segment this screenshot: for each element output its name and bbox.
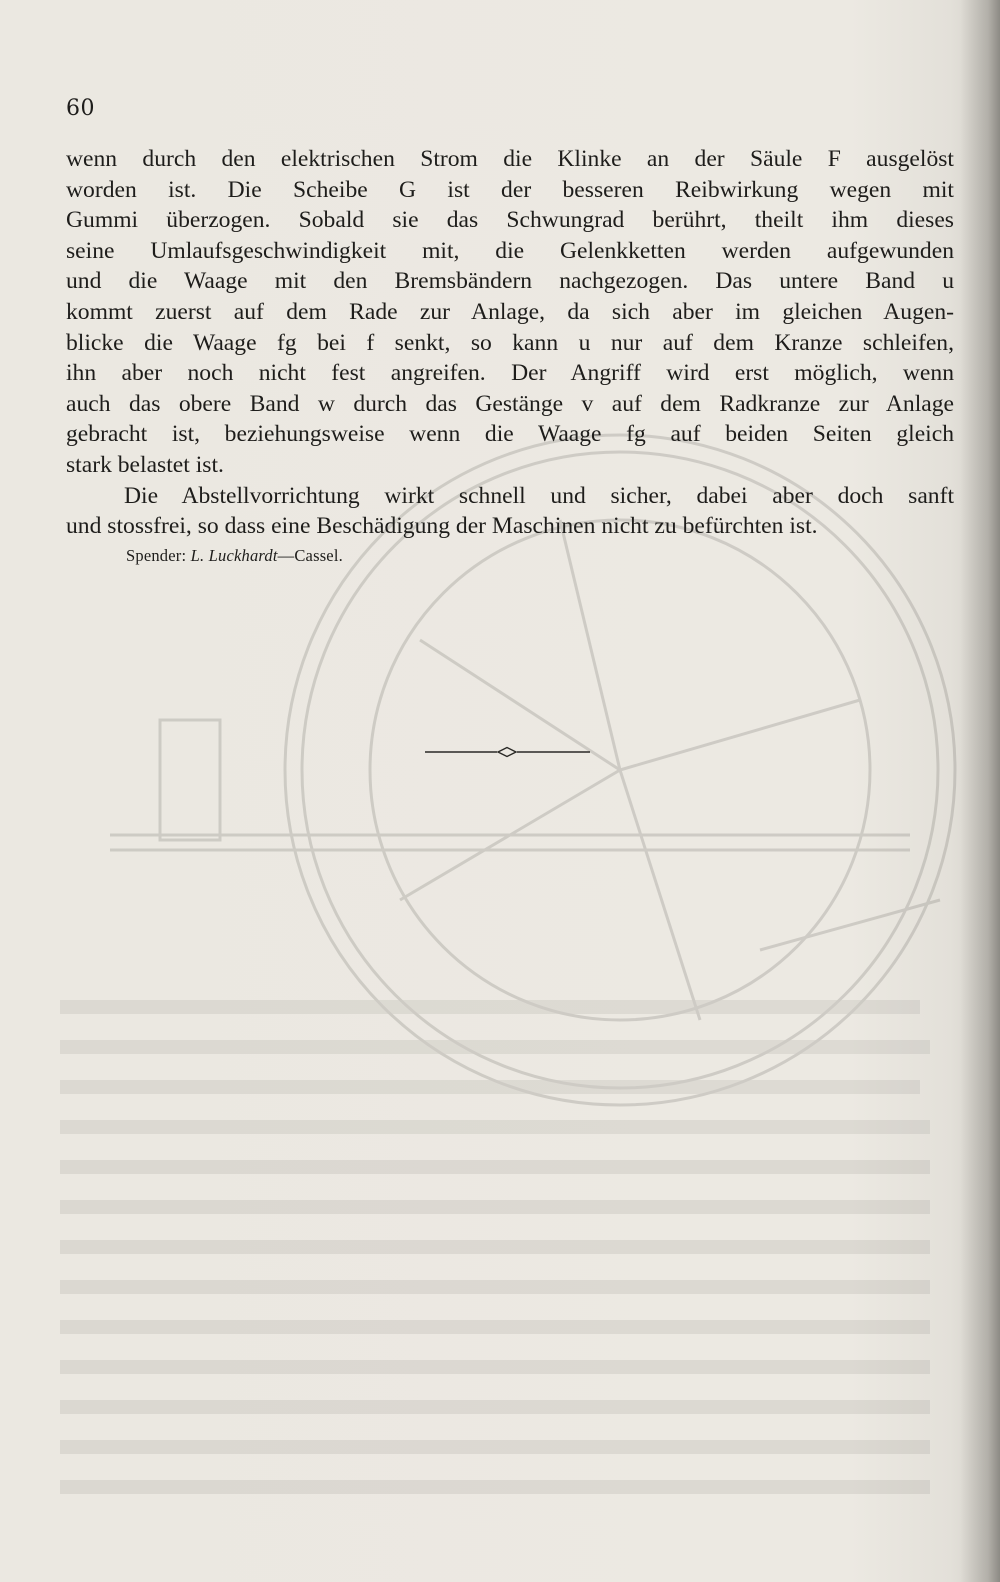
diamond-ornament-icon: [425, 745, 590, 759]
text-line: gebracht ist, beziehungsweise wenn die Waage fg auf beiden Seiten gleich: [66, 421, 954, 448]
text-line: und die Waage mit den Bremsbändern nachgezogen. Das untere Band u: [66, 268, 954, 295]
text-line: blicke die Waage fg bei f senkt, so kann u nur auf dem Kranze schleifen,: [66, 329, 954, 356]
text-line: kommt zuerst auf dem Rade zur Anlage, da sich aber im gleichen Augen-: [66, 298, 954, 325]
text-line: ihn aber noch nicht fest angreifen. Der Angriff wird erst möglich, wenn: [66, 360, 954, 387]
text-line: Gummi überzogen. Sobald sie das Schwungrad berührt, theilt ihm dieses: [66, 207, 954, 234]
text-line: und stossfrei, so dass eine Beschädigung der Maschinen nicht zu befürchten ist.: [66, 513, 818, 540]
text-line: stark belastet ist.: [66, 451, 224, 478]
spender-place: —Cassel.: [277, 546, 343, 565]
spender-label: Spender:: [126, 546, 187, 565]
page-number: 60: [66, 96, 95, 121]
text-line: seine Umlaufsgeschwindigkeit mit, die Gelenkketten werden aufgewunden: [66, 237, 954, 264]
paragraph-2-end: [66, 511, 954, 542]
spender-credit: [126, 546, 343, 566]
text-line: Die Abstellvorrichtung wirkt schnell und sicher, dabei aber doch sanft: [124, 482, 954, 509]
paragraph-2: [66, 481, 954, 512]
paragraph-1-end: [66, 450, 954, 481]
paragraph-1: [66, 144, 954, 450]
body-text: [66, 144, 954, 542]
text-line: worden ist. Die Scheibe G ist der besseren Reibwirkung wegen mit: [66, 176, 954, 203]
spender-name: L. Luckhardt: [190, 546, 278, 565]
text-line: wenn durch den elektrischen Strom die Klinke an der Säule F ausgelöst: [66, 146, 954, 172]
page-edge-shadow: [960, 0, 1000, 1582]
text-line: auch das obere Band w durch das Gestänge v auf dem Radkranze zur Anlage: [66, 390, 954, 417]
